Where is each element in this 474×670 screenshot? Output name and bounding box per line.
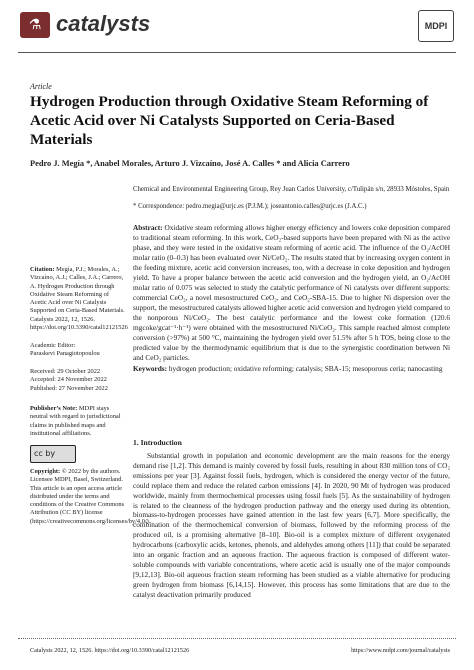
journal-name: catalysts (56, 11, 151, 36)
editor-label: Academic Editor: (30, 342, 76, 349)
published-date: Published: 27 November 2022 (30, 384, 108, 392)
article-title: Hydrogen Production through Oxidative Steam Reforming of Acetic Acid over Ni Catalysts Supported on Ceria-Based Materials (30, 93, 429, 148)
introduction-text: Substantial growth in population and economic development are the main reasons for the energy demand rise [1,2]. This demand is mainly covered by fossil fuels, resulting in about 830 million tons of CO₂ emissions per year [3]. Against fossil fuels, hydrogen, which is considered the energy vector of the future, could replace them and reduce the related carbon emissions [4]. In 2020, 90 Mt of hydrogen was produced worldwide, mainly from thermochemical processes using fossil fuels [5]. As the sustainability of hydrogen is related to the cleanness of the hydrogen production pathway and the energy used during its obtention, biomass-to-hydrogen processes have gained attention in the last few years [6,7]. More specifically, the combination of the thermochemical conversion of biomass, followed by the reforming process of the produced oil, is a promising alternative [8–10]. Bio-oil is a complex mixture of different oxygenated hydrocarbons (carboxylic acids, ketones, phenols, and aldehydes among others [11]) that could be separated into an organic fraction and an aqueous fraction. The aqueous fraction is composed of different water-soluble compounds with variable concentrations, where acetic acid is usually one of the major compounds [9,12,13]. Bio-oil aqueous fraction steam reforming has been studied as a viable alternative for producing green hydrogen from biomass [6,14,15]. However, this process has some limitations that are due to the catalyst deactivation primarily produced (133, 451, 450, 599)
footer-journal-link[interactable]: https://www.mdpi.com/journal/catalysts (351, 647, 450, 654)
mdpi-logo (418, 10, 454, 42)
received-date: Received: 29 October 2022 (30, 368, 101, 375)
publisher-note-label: Publisher’s Note: (30, 405, 78, 412)
affiliation: Chemical and Environmental Engineering Group, Rey Juan Carlos University, c/Tulipán s/n, 28933 Móstoles, Spain (133, 186, 450, 193)
section-heading-introduction: 1. Introduction (133, 438, 182, 447)
mdpi-logo-text: MDPI (424, 21, 448, 31)
abstract-label: Abstract: (133, 223, 163, 232)
citation-block (30, 266, 128, 332)
keywords-block (133, 364, 450, 374)
copyright-block (30, 468, 151, 526)
keywords-text: hydrogen production; oxidative reforming; catalysis; SBA-15; mesoporous ceria; nanocasting (168, 364, 443, 373)
citation-text[interactable]: Megía, P.J.; Morales, A.; Vizcaíno, A.J.; Calles, J.A.; Carrero, A. Hydrogen Production through Oxidative Steam Reforming of Acetic Acid over Ni Catalysts Supported on Ceria-Based Materials. Catalysts 2022, 12, 1526. https://doi.org/10.3390/catal12121526 (30, 266, 128, 332)
cc-badge-text: cc by (34, 449, 56, 458)
author-list: Pedro J. Megía *, Anabel Morales, Arturo J. Vizcaíno, José A. Calles * and Alicia Carrero (30, 159, 350, 168)
footer-citation[interactable]: Catalysts 2022, 12, 1526. https://doi.org/10.3390/catal12121526 (30, 647, 190, 654)
editor-name: Paraskevi Panagiotopoulou (30, 350, 100, 358)
keywords-label: Keywords: (133, 364, 168, 373)
article-type-label: Article (30, 82, 52, 91)
header-divider (18, 52, 456, 53)
publisher-note-text: MDPI stays neutral with regard to jurisdictional claims in published maps and institutional affiliations. (30, 405, 121, 437)
citation-label: Citation: (30, 266, 55, 273)
catalysts-journal-icon: ⚗ (20, 12, 50, 38)
copyright-label: Copyright: (30, 468, 61, 475)
cc-by-license-icon[interactable] (30, 445, 76, 463)
publication-dates (30, 368, 125, 393)
publisher-note (30, 405, 125, 438)
footer-divider (18, 638, 456, 640)
correspondence: * Correspondence: pedro.megia@urjc.es (P.J.M.); joseantonio.calles@urjc.es (J.A.C.) (133, 203, 367, 210)
copyright-text: © 2022 by the authors. Licensee MDPI, Basel, Switzerland. This article is an open access article distributed under the terms and conditions of the Creative Commons Attribution (CC BY) license (https://creativecommons.org/licenses/by/4.0/). (30, 468, 151, 525)
abstract-block (133, 223, 450, 363)
accepted-date: Accepted: 24 November 2022 (30, 376, 107, 384)
journal-header (20, 8, 454, 46)
abstract-text: Oxidative steam reforming allows higher energy efficiency and lowers coke deposition compared to traditional steam reforming. In this work, CeO₂-based supports have been prepared with Ni as the active phase, and they were tested in the oxidative steam reforming of acetic acid. The influence of the O₂/AcOH molar ratio (0–0.3) has been evaluated over Ni/CeO₂. The results stated that by increasing oxygen content in the feeding mixture, acetic acid conversion increases, too, with a decrease in coke deposition and hydrogen yield. To have a proper balance between the acetic acid conversion and the hydrogen yield, an O₂/AcOH molar ratio of 0.075 was selected to study the catalytic performance of Ni catalysts over different supports: commercial CeO₂, a novel mesostructured CeO₂, and CeO₂-SBA-15. Due to higher Ni dispersion over the support, the mesostructured catalysts allowed higher acetic acid conversion and hydrogen yield compared to the nonporous Ni/CeO₂. The best catalytic performance and the lowest coke formation (120.6 mgcoke/gcat⁻¹·h⁻¹) were obtained with the mesostructured Ni/CeO₂. This sample reached almost complete conversion (>97%) at 500 °C, maintaining the hydrogen yield over 51.5% after 5 h TOS, being close to the predicted value by the thermodynamic equilibrium that is due to the synergistic coordination between Ni and CeO₂ particles. (133, 223, 450, 362)
academic-editor (30, 342, 125, 359)
